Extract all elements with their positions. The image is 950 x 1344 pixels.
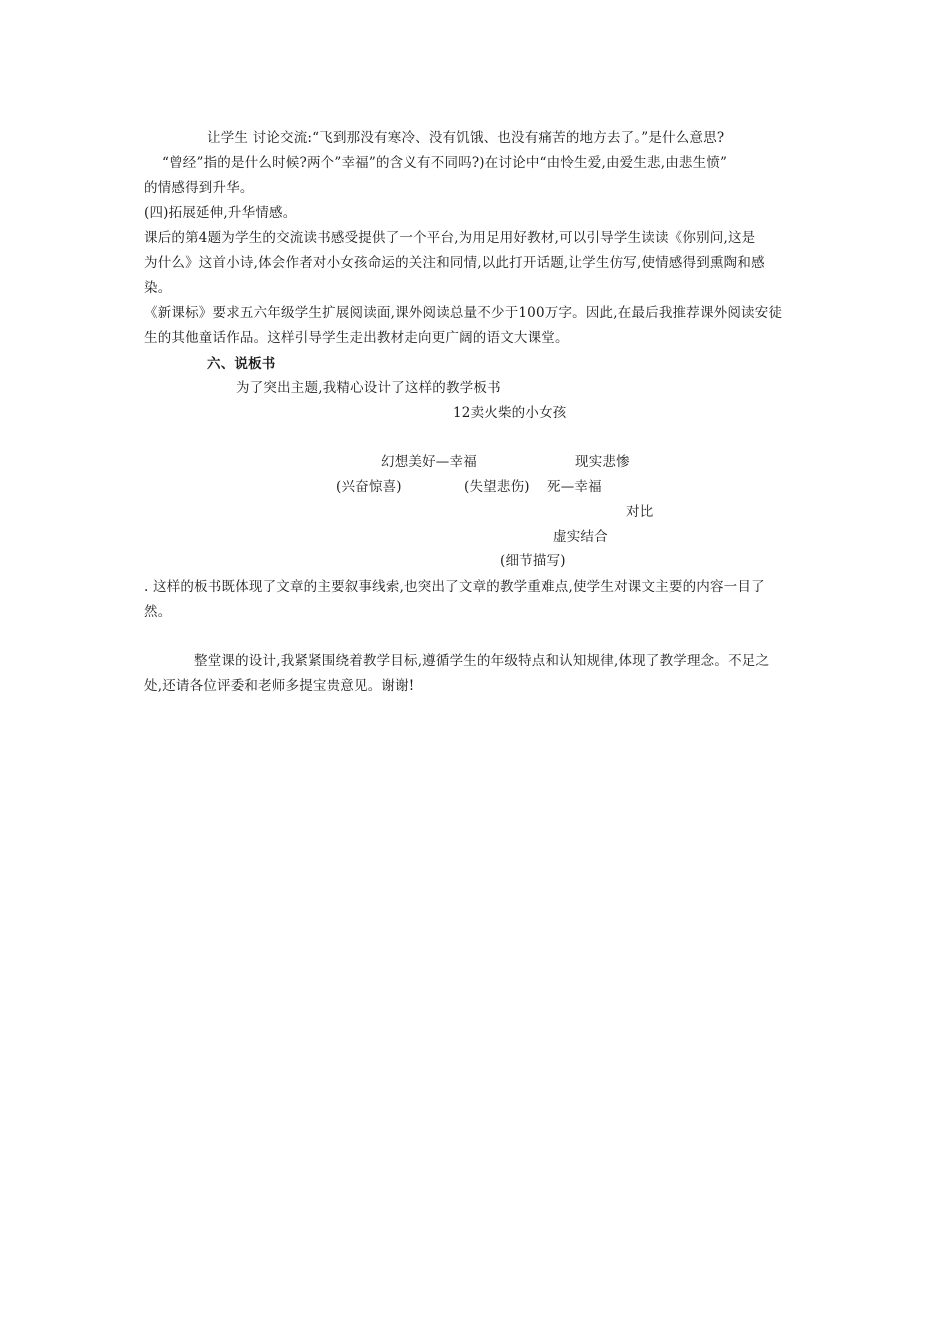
paragraph2-line1: 课后的第4题为学生的交流读书感受提供了一个平台,为用足用好教材,可以引导学生读读《你别问,这是	[144, 230, 756, 246]
paragraph4-line2: 然。	[144, 604, 172, 620]
board-death: 死—幸福	[547, 479, 602, 495]
paragraph3-line2: 生的其他童话作品。这样引导学生走出教材走向更广阔的语文大课堂。	[144, 330, 569, 346]
paragraph2-line2: 为什么》这首小诗,体会作者对小女孩命运的关注和同情,以此打开话题,让学生仿写,使情感得到熏陶和感	[144, 255, 765, 271]
paragraph3-line1: 《新课标》要求五六年级学生扩展阅读面,课外阅读总量不少于100万字。因此,在最后我推荐课外阅读安徒	[144, 305, 783, 321]
section4-heading: (四)拓展延伸,升华情感。	[144, 205, 297, 221]
section6-heading: 六、说板书	[207, 356, 276, 372]
paragraph1-line2: “曾经”指的是什么时候?两个”幸福”的含义有不同吗?)在讨论中“由怜生爱,由爱生悲,由悲生愤”	[162, 155, 728, 171]
board-disappointed: (失望悲伤)	[464, 479, 530, 495]
board-intro: 为了突出主题,我精心设计了这样的教学板书	[236, 380, 501, 396]
conclusion-line1: 整堂课的设计,我紧紧围绕着教学目标,遵循学生的年级特点和认知规律,体现了教学理念。不足之	[194, 653, 770, 669]
paragraph1-line1: 让学生 讨论交流:“飞到那没有寒冷、没有饥饿、也没有痛苦的地方去了。”是什么意思?	[207, 130, 725, 146]
board-excited: (兴奋惊喜)	[336, 479, 402, 495]
board-title: 12卖火柴的小女孩	[453, 405, 567, 421]
board-combination: 虚实结合	[553, 529, 608, 545]
paragraph2-line3: 染。	[144, 280, 172, 296]
board-contrast: 对比	[626, 504, 654, 520]
conclusion-line2: 处,还请各位评委和老师多提宝贵意见。谢谢!	[144, 678, 415, 694]
board-reality: 现实悲惨	[575, 454, 630, 470]
paragraph4-line1: . 这样的板书既体现了文章的主要叙事线索,也突出了文章的教学重难点,使学生对课文主要的内容一目了	[144, 579, 765, 595]
paragraph1-line3: 的情感得到升华。	[144, 180, 254, 196]
board-detail: (细节描写)	[500, 553, 566, 569]
board-fantasy: 幻想美好—幸福	[381, 454, 477, 470]
